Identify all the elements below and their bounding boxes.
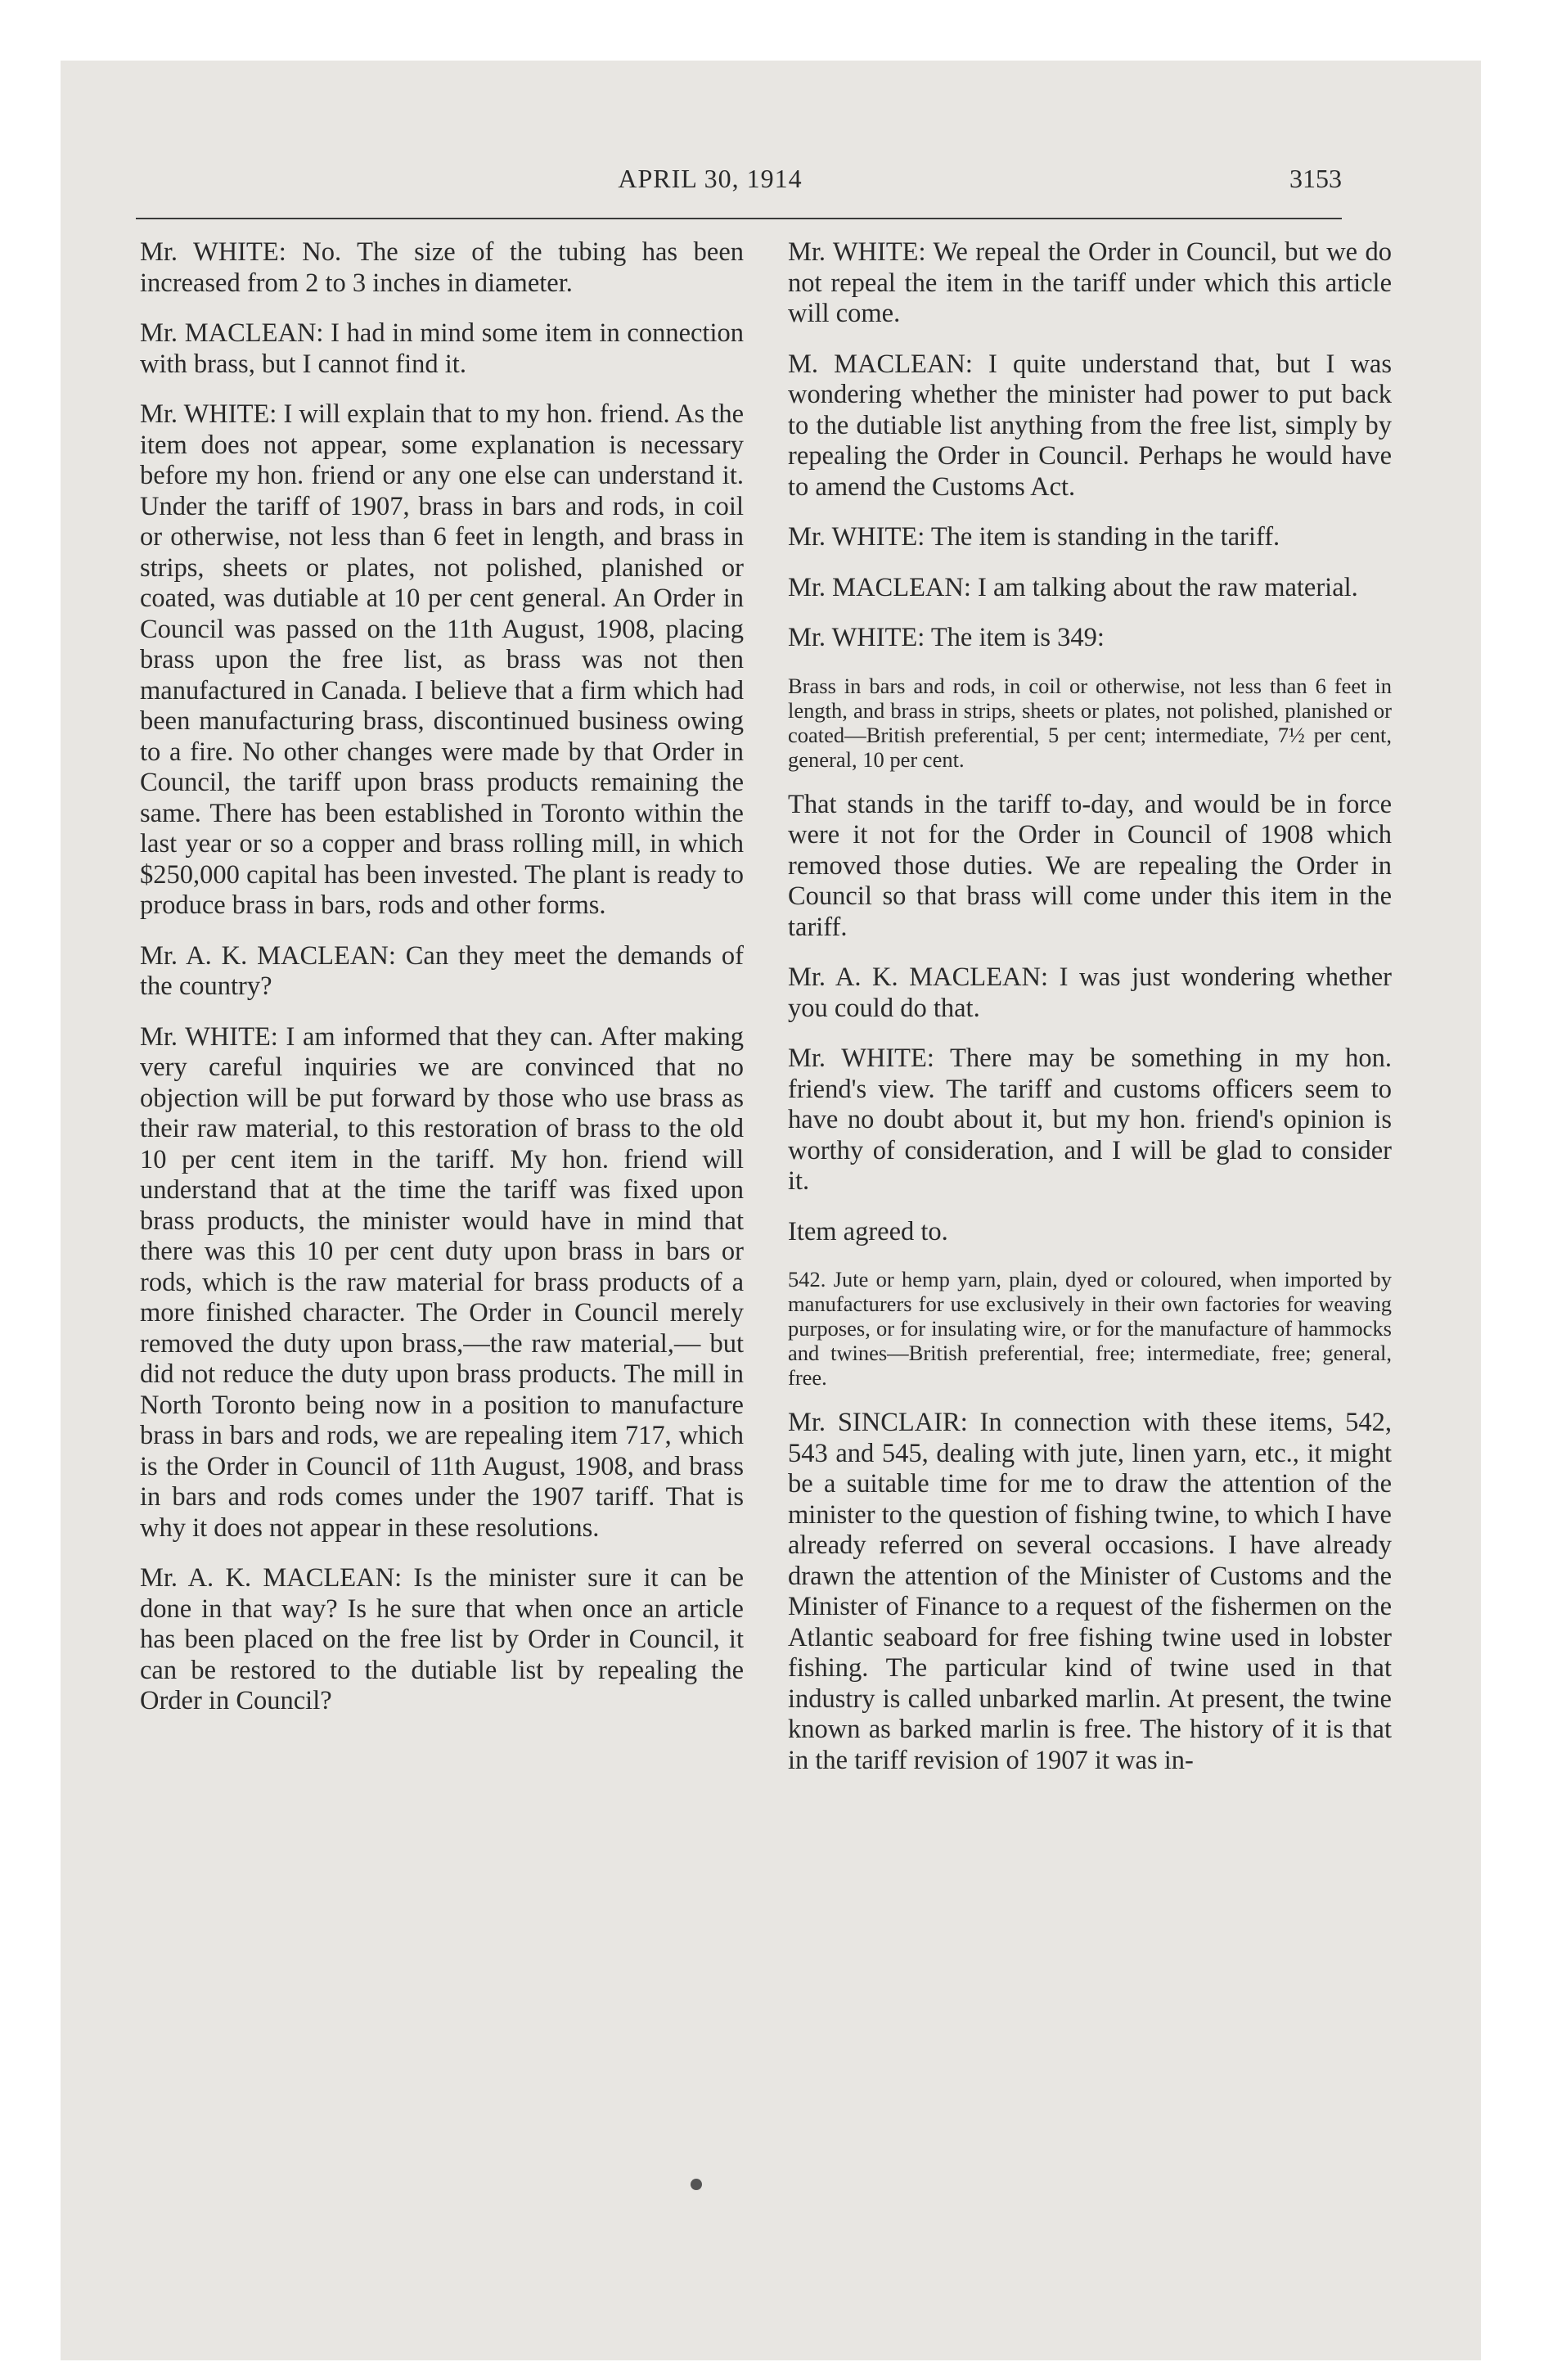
page-header — [79, 85, 1342, 193]
document-page — [79, 85, 1392, 2229]
paragraph: Mr. WHITE: I will explain that to my hon. friend. As the item does not appear, some explanation is necessary before my hon. friend or any one else can understand it. Under the tariff of 1907, brass in bars and rods, in coil or otherwise, not less than 6 feet in length, and brass in strips, sheets or plates, not polished, planished or coated, was dutiable at 10 per cent general. An Order in Council was passed on the 11th August, 1908, placing brass upon the free list, as brass was not then manufactured in Canada. I believe that a firm which had been manufacturing brass, discontinued business owing to a fire. No other changes were made by that Order in Council, the tariff upon brass products remaining the same. There has been established in Toronto within the last year or so a copper and brass rolling mill, in which $250,000 capital has been invested. The plant is ready to produce brass in bars, rods and other forms. — [140, 399, 744, 920]
paragraph: Item agreed to. — [788, 1216, 948, 1246]
tariff-item-quote: Brass in bars and rods, in coil or otherwise, not less than 6 feet in length, and brass in strips, sheets or plates, not polished, planished or coated—British preferential, 5 per cent; intermediate, 7½ per cent, general, 10 per cent. — [788, 673, 1392, 772]
paragraph: Mr. A. K. MACLEAN: Can they meet the demands of the country? — [140, 940, 744, 1001]
paragraph: Mr. A. K. MACLEAN: I was just wondering whether you could do that. — [788, 962, 1392, 1023]
paragraph: Mr. MACLEAN: I had in mind some item in connection with brass, but I cannot find it. — [140, 318, 744, 379]
paragraph: Mr. WHITE: The item is standing in the tariff. — [788, 522, 1280, 552]
paragraph: Mr. SINCLAIR: In connection with these items, 542, 543 and 545, dealing with jute, linen yarn, etc., it might be a suitable time for me to draw the attention of the minister to the question of fishing twine, to which I have already referred on several occasions. I have already drawn the attention of the Minister of Customs and the Minister of Finance to a request of the fishermen on the Atlantic seaboard for free fishing twine used in lobster fishing. The particular kind of twine used in that industry is called unbarked marlin. At present, the twine known as barked marlin is free. The history of it is that in the tariff revision of 1907 it was in- — [788, 1408, 1392, 1775]
page-dot-mark — [691, 2179, 702, 2190]
paragraph: Mr. WHITE: We repeal the Order in Council, but we do not repeal the item in the tariff under which this article will come. — [788, 237, 1392, 328]
header-date: APRIL 30, 1914 — [618, 164, 803, 193]
paragraph: That stands in the tariff to-day, and would be in force were it not for the Order in Council of 1908 which removed those duties. We are repealing the Order in Council so that brass will come under this item in the tariff. — [788, 789, 1392, 942]
paragraph: Mr. WHITE: There may be something in my hon. friend's view. The tariff and customs officers seem to have no doubt about it, but my hon. friend's opinion is worthy of consideration, and I will be glad to consider it. — [788, 1044, 1392, 1196]
tariff-item-quote: 542. Jute or hemp yarn, plain, dyed or coloured, when imported by manufacturers for use exclusively in their own factories for weaving purposes, or for insulating wire, or for the manufacture of hammocks and twines—British preferential, free; intermediate, free; general, free. — [788, 1267, 1392, 1390]
header-page-number: 3153 — [1289, 164, 1342, 193]
header-rule — [136, 218, 1342, 219]
paragraph: Mr. WHITE: No. The size of the tubing has been increased from 2 to 3 inches in diameter. — [140, 237, 744, 298]
paragraph: M. MACLEAN: I quite understand that, but I was wondering whether the minister had power to put back to the dutiable list anything from the free list, simply by repealing the Order in Council. Perhaps he would have to amend the Customs Act. — [788, 349, 1392, 502]
paragraph: Mr. MACLEAN: I am talking about the raw material. — [788, 572, 1358, 602]
paragraph: Mr. WHITE: I am informed that they can. After making very careful inquiries we are convinced that no objection will be put forward by those who use brass as their raw material, to this restoration of brass to the old 10 per cent item in the tariff. My hon. friend will understand that at the time the tariff was fixed upon brass products, the minister would have in mind that there was this 10 per cent duty upon brass in bars or rods, which is the raw material for brass products of a more finished character. The Order in Council merely removed the duty upon brass,—the raw material,— but did not reduce the duty upon brass products. The mill in North Toronto being now in a position to manufacture brass in bars and rods, we are repealing item 717, which is the Order in Council of 11th August, 1908, and brass in bars and rods comes under the 1907 tariff. That is why it does not appear in these resolutions. — [140, 1021, 744, 1543]
right-column — [788, 237, 1392, 1796]
left-column — [140, 237, 744, 1737]
paragraph: Mr. WHITE: The item is 349: — [788, 623, 1105, 652]
paragraph: Mr. A. K. MACLEAN: Is the minister sure it can be done in that way? Is he sure that when once an article has been placed on the free list by Order in Council, it can be restored to the dutiable list by repealing the Order in Council? — [140, 1563, 744, 1715]
